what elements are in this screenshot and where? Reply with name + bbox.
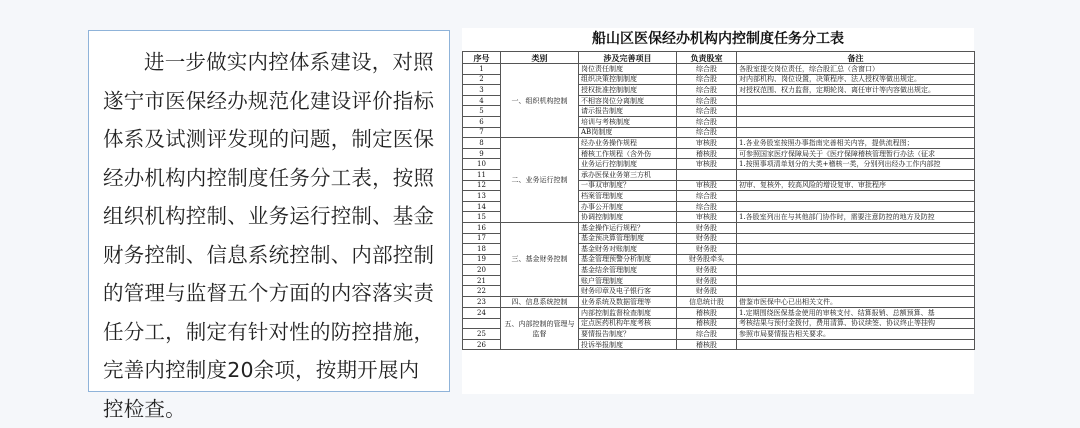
row-item: 基金预决算管理制度 bbox=[579, 233, 677, 244]
row-item: 档案管理制度 bbox=[579, 191, 677, 202]
row-number: 22 bbox=[463, 286, 501, 297]
row-item: 投诉举报制度 bbox=[579, 339, 677, 350]
row-number: 10 bbox=[463, 159, 501, 170]
row-dept: 审核股 bbox=[677, 180, 737, 191]
row-item: 办事公开制度 bbox=[579, 201, 677, 212]
row-dept: 稽核股 bbox=[677, 318, 737, 329]
row-dept: 综合股 bbox=[677, 74, 737, 85]
row-dept: 综合股 bbox=[677, 85, 737, 96]
header-no: 序号 bbox=[463, 52, 501, 64]
row-note bbox=[737, 222, 975, 233]
row-dept: 综合股 bbox=[677, 191, 737, 202]
table-header-row bbox=[463, 52, 975, 64]
table-row bbox=[463, 64, 975, 75]
row-number: 5 bbox=[463, 106, 501, 117]
row-item: 承办医保业务第三方机 bbox=[579, 169, 677, 180]
row-note bbox=[737, 95, 975, 106]
row-number: 17 bbox=[463, 233, 501, 244]
row-note: 1.各业务股室按照办事指南完善相关内容，提供流程图； bbox=[737, 138, 975, 149]
row-dept: 财务股 bbox=[677, 275, 737, 286]
row-note: 借鉴市医保中心已出相关文件。 bbox=[737, 297, 975, 308]
row-dept: 财务股 bbox=[677, 233, 737, 244]
row-number: 1 bbox=[463, 64, 501, 75]
row-note: 1.各股室列出在与其他部门协作时，需要注意防控的地方及防控 bbox=[737, 212, 975, 223]
summary-paragraph: 进一步做实内控体系建设，对照遂宁市医保经办规范化建设评价指标体系及试测评发现的问题，制定医保经办机构内控制度任务分工表，按照组织机构控制、业务运行控制、基金财务控制、信息系统控制、内部控制的管理与监督五个方面的内容落实责任分工，制定有针对性的防控措施，完善内控制度20余项，按期开展内控检查。 bbox=[103, 50, 435, 421]
row-item: 内部控制监督检查制度 bbox=[579, 308, 677, 319]
row-number: 26 bbox=[463, 339, 501, 350]
row-note bbox=[737, 106, 975, 117]
row-item: 基金财务对账制度 bbox=[579, 244, 677, 255]
row-dept: 稽核股 bbox=[677, 339, 737, 350]
row-category: 一、组织机构控制 bbox=[501, 64, 579, 138]
row-item: 不相容岗位分离制度 bbox=[579, 95, 677, 106]
row-note: 对内部机构、岗位设置，决策程序、法人授权等做出规定。 bbox=[737, 74, 975, 85]
row-number: 18 bbox=[463, 244, 501, 255]
row-item: 组织决策控制制度 bbox=[579, 74, 677, 85]
row-number: 15 bbox=[463, 212, 501, 223]
row-note bbox=[737, 244, 975, 255]
row-dept: 财务股 bbox=[677, 222, 737, 233]
row-dept: 综合股 bbox=[677, 201, 737, 212]
row-note: 可参照国家医疗保障局关于《医疗保障稽核管理暂行办法（征求 bbox=[737, 148, 975, 159]
row-item: 一事双审制度？ bbox=[579, 180, 677, 191]
row-number: 11 bbox=[463, 169, 501, 180]
row-category: 五、内部控制的管理与监督 bbox=[501, 308, 579, 350]
task-table bbox=[462, 51, 975, 350]
row-dept: 综合股 bbox=[677, 329, 737, 340]
row-number: 25 bbox=[463, 329, 501, 340]
table-row bbox=[463, 308, 975, 319]
table-row bbox=[463, 222, 975, 233]
row-dept: 稽核股 bbox=[677, 148, 737, 159]
row-note bbox=[737, 191, 975, 202]
row-note: 初审、复核外，较高风险的增设复审、审批程序 bbox=[737, 180, 975, 191]
table-row bbox=[463, 138, 975, 149]
document-title: 船山区医保经办机构内控制度任务分工表 bbox=[592, 31, 844, 47]
row-item: 业务运行控制制度 bbox=[579, 159, 677, 170]
row-number: 12 bbox=[463, 180, 501, 191]
row-category: 三、基金财务控制 bbox=[501, 222, 579, 296]
row-dept: 财务股牵头 bbox=[677, 254, 737, 265]
row-number: 9 bbox=[463, 148, 501, 159]
row-dept: 综合股 bbox=[677, 127, 737, 138]
row-item: 基金操作运行规程？ bbox=[579, 222, 677, 233]
row-note: 参照市局要情报告相关要求。 bbox=[737, 329, 975, 340]
document-image bbox=[462, 28, 974, 394]
row-note bbox=[737, 169, 975, 180]
row-note bbox=[737, 339, 975, 350]
row-number: 16 bbox=[463, 222, 501, 233]
row-number: 3 bbox=[463, 85, 501, 96]
row-dept: 审核股 bbox=[677, 212, 737, 223]
row-note bbox=[737, 275, 975, 286]
row-dept bbox=[677, 169, 737, 180]
row-note bbox=[737, 286, 975, 297]
row-number: 8 bbox=[463, 138, 501, 149]
row-dept: 审核股 bbox=[677, 159, 737, 170]
row-number: 24 bbox=[463, 308, 501, 319]
row-dept: 综合股 bbox=[677, 95, 737, 106]
row-dept: 审核股 bbox=[677, 138, 737, 149]
row-number: 20 bbox=[463, 265, 501, 276]
row-note: 1.按照事项清单划分的大类+稽核一类，分别列出经办工作内部控 bbox=[737, 159, 975, 170]
row-dept: 综合股 bbox=[677, 64, 737, 75]
row-note: 考核结果与预付金拨付，费用清算、协议续签、协议终止等挂钩 bbox=[737, 318, 975, 329]
row-item: 定点医药机构年度考核 bbox=[579, 318, 677, 329]
row-dept: 财务股 bbox=[677, 286, 737, 297]
row-item: 授权批准控制制度 bbox=[579, 85, 677, 96]
row-item: 经办业务操作规程 bbox=[579, 138, 677, 149]
row-number bbox=[463, 318, 501, 329]
row-note bbox=[737, 233, 975, 244]
header-dept: 负责股室 bbox=[677, 52, 737, 64]
table-row bbox=[463, 297, 975, 308]
header-item: 涉及完善项目 bbox=[579, 52, 677, 64]
row-item: 财务印章及电子银行客 bbox=[579, 286, 677, 297]
row-item: 基金管理预警分析制度 bbox=[579, 254, 677, 265]
row-item: 培训与考核制度 bbox=[579, 116, 677, 127]
row-note bbox=[737, 127, 975, 138]
row-note bbox=[737, 201, 975, 212]
row-dept: 财务股 bbox=[677, 244, 737, 255]
row-dept: 信息统计股 bbox=[677, 297, 737, 308]
row-item: AB岗制度 bbox=[579, 127, 677, 138]
row-item: 协调控制制度 bbox=[579, 212, 677, 223]
row-note bbox=[737, 116, 975, 127]
header-category: 类别 bbox=[501, 52, 579, 64]
row-item: 要情报告制度？ bbox=[579, 329, 677, 340]
row-item: 稽核工作规程（含外伤 bbox=[579, 148, 677, 159]
row-number: 14 bbox=[463, 201, 501, 212]
row-note: 1.定期围绕医保基金使用的审核支付、结算报销、总额预算、基 bbox=[737, 308, 975, 319]
row-dept: 财务股 bbox=[677, 265, 737, 276]
row-note bbox=[737, 265, 975, 276]
row-item: 业务系统及数据管理等 bbox=[579, 297, 677, 308]
row-item: 基金结余管理制度 bbox=[579, 265, 677, 276]
row-number: 13 bbox=[463, 191, 501, 202]
row-number: 4 bbox=[463, 95, 501, 106]
row-item: 账户管理制度 bbox=[579, 275, 677, 286]
text-box bbox=[88, 30, 450, 421]
row-item: 岗位责任制度 bbox=[579, 64, 677, 75]
row-number: 19 bbox=[463, 254, 501, 265]
row-item: 请示报告制度 bbox=[579, 106, 677, 117]
row-number: 2 bbox=[463, 74, 501, 85]
row-note: 各股室提交岗位责任，综合股汇总（含窗口） bbox=[737, 64, 975, 75]
row-category: 四、信息系统控制 bbox=[501, 297, 579, 308]
row-number: 23 bbox=[463, 297, 501, 308]
row-number: 21 bbox=[463, 275, 501, 286]
row-category: 二、业务运行控制 bbox=[501, 138, 579, 223]
row-dept: 综合股 bbox=[677, 116, 737, 127]
row-dept: 稽核股 bbox=[677, 308, 737, 319]
row-number: 7 bbox=[463, 127, 501, 138]
row-number: 6 bbox=[463, 116, 501, 127]
row-note bbox=[737, 254, 975, 265]
row-note: 对授权范围、权力监督，定期轮岗、离任审计等内容做出规定。 bbox=[737, 85, 975, 96]
header-note: 备注 bbox=[737, 52, 975, 64]
row-dept: 综合股 bbox=[677, 106, 737, 117]
